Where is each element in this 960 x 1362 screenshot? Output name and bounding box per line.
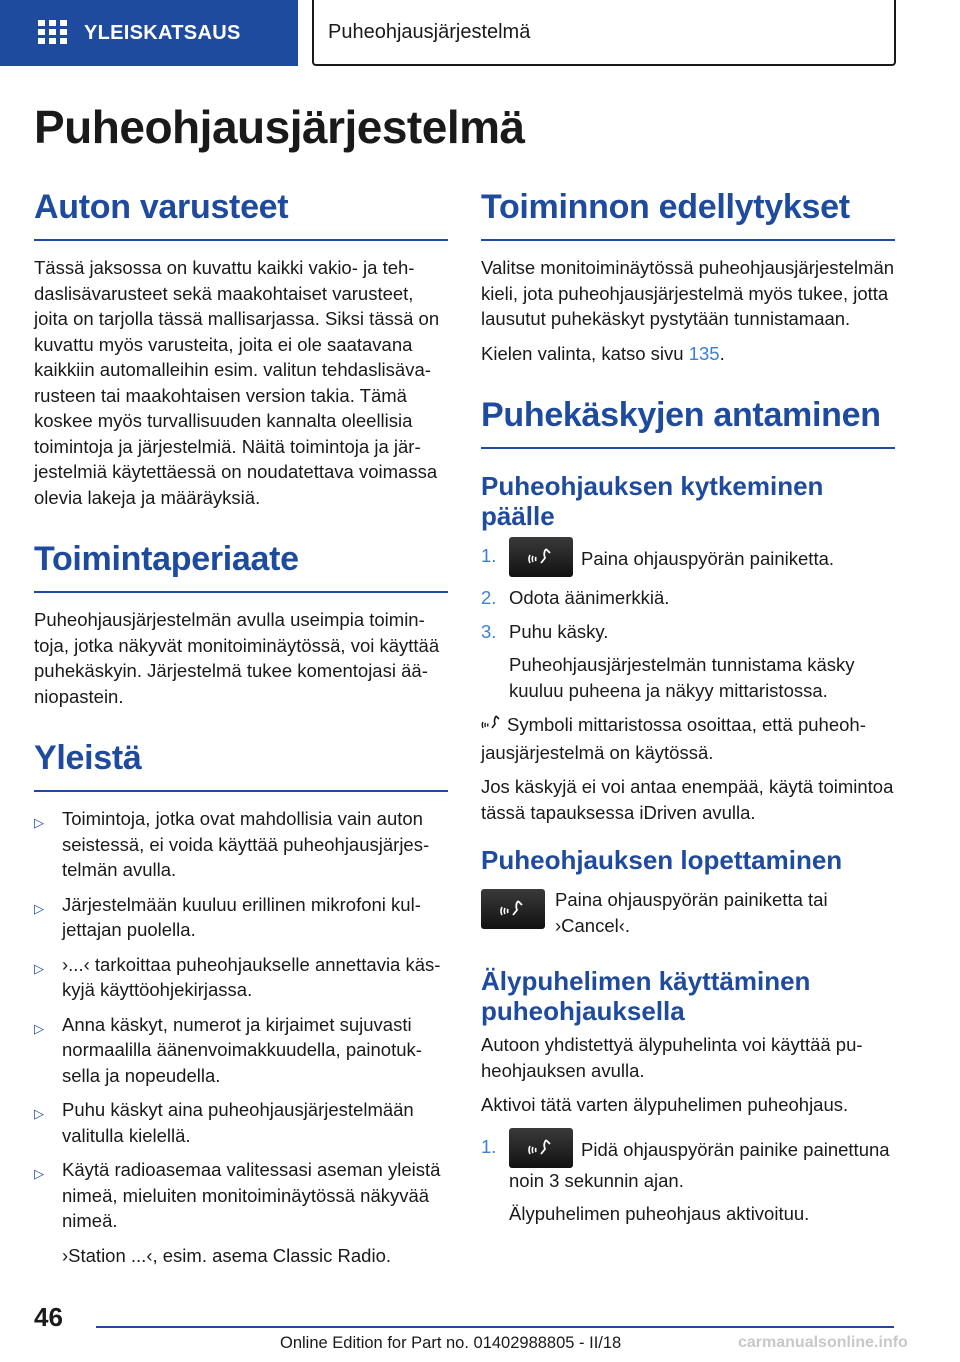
list-item: 2. Odota äänimerkkiä. (481, 587, 670, 608)
step3-detail: Puheohjausjärjestelmän tunnistama käsky kuuluu puheena ja näkyy mittaristossa. (509, 654, 855, 701)
language-reference: Kielen valinta, katso sivu 135. (481, 342, 725, 364)
page-link[interactable]: 135 (688, 342, 720, 364)
triangle-bullet-icon: ▷ (34, 1106, 44, 1121)
voice-button-icon (509, 1128, 573, 1168)
requirements-heading: Toiminnon edellytykset (481, 188, 895, 241)
deactivate-row (481, 887, 895, 938)
principle-heading: Toimintaperiaate (34, 540, 448, 593)
list-item: 3. Puhu käsky. (481, 620, 609, 642)
list-item: ▷ Käytä radioasemaa valitessasi aseman yleistä nimeä, mieluiten monitoiminäytössä näkyvää nimeä. (34, 1159, 441, 1231)
page-title: Puheohjausjärjestelmä (34, 101, 525, 153)
smartphone-body2: Aktivoi tätä varten älypuhelimen puheohjaus. (481, 1094, 849, 1115)
general-heading: Yleistä (34, 739, 448, 792)
station-example: ›Station ...‹, esim. asema Classic Radio. (62, 1244, 391, 1266)
equipment-heading: Auton varusteet (34, 188, 448, 241)
voice-button-icon (481, 889, 545, 929)
deactivate-heading: Puheohjauksen lopettaminen (481, 845, 843, 875)
list-item: ▷ Toimintoja, jotka ovat mahdollisia vain auton seistessä, ei voida käyttää puheohjausjärjestelmän avulla. (34, 808, 430, 880)
list-item: ▷ ›...‹ tarkoittaa puheohjaukselle annettavia käskyjä käyttöohjekirjassa. (34, 953, 441, 1000)
list-item: ▷ Puhu käskyt aina puheohjausjärjestelmään valitulla kielellä. (34, 1099, 414, 1146)
giving-heading: Puhekäskyjen antaminen (481, 396, 895, 449)
principle-body: Puheohjausjärjestelmän avulla useimpia toimintoja, jotka näkyvät monitoiminäytössä, voi käyttää puhekäskyin. Järjestelmä tukee komentojasi ääniopastein. (34, 609, 440, 707)
voice-symbol-icon (481, 713, 503, 740)
triangle-bullet-icon: ▷ (34, 815, 44, 830)
general-section (34, 739, 448, 1268)
giving-section (481, 396, 895, 1227)
triangle-bullet-icon: ▷ (34, 1020, 44, 1036)
equipment-body: Tässä jaksossa on kuvattu kaikki vakio- ja tehdaslisävarusteet sekä maakohtaiset varusteet, joita on tarjolla tässä mallisarjassa. Siksi tässä on kuvattu myös varusteita, joita ei ole saatavana kaikkiin automalleihin esim. valitun tehdaslisävarusteen tai maakohtaisen version takia. Tämä koskee myös turvallisuuden kannalta oleellisia toimintoja ja järjestelmiä. Näitä toimintoja ja järjestelmiä käytettäessä on noudatettava voimassa olevia lakeja ja määräyksiä. (34, 257, 440, 508)
triangle-bullet-icon: ▷ (34, 900, 44, 916)
right-column (481, 188, 895, 1236)
smartphone-body1: Autoon yhdistettyä älypuhelinta voi käyttää puheohjauksen avulla. (481, 1034, 863, 1081)
left-column (34, 188, 448, 1277)
footer-edition: Online Edition for Part no. 01402988805 - II/18 (280, 1334, 622, 1352)
list-item: 1. Pidä ohjauspyörän painike painettuna noin 3 sekunnin ajan. (481, 1134, 895, 1194)
tab-chapter[interactable] (312, 0, 896, 66)
tab-overview[interactable] (0, 0, 298, 66)
triangle-bullet-icon: ▷ (34, 1166, 44, 1181)
smartphone-steps (481, 1134, 895, 1194)
triangle-bullet-icon: ▷ (34, 960, 44, 976)
activate-heading: Puheohjauksen kytkeminen päälle (481, 471, 824, 531)
general-list (34, 806, 448, 1234)
header (0, 0, 960, 66)
equipment-section (34, 188, 448, 510)
smartphone-heading: Älypuhelimen käyttäminen puheohjauksella (481, 966, 811, 1026)
grid-icon (38, 20, 68, 46)
voice-button-icon (509, 537, 573, 577)
idrive-note: Jos käskyjä ei voi antaa enempää, käytä toimintoa tässä tapauksessa iDriven avulla. (481, 776, 894, 823)
principle-section (34, 540, 448, 709)
list-item: ▷ Järjestelmään kuuluu erillinen mikrofoni kuljettajan puolella. (34, 893, 421, 940)
watermark: carmanualsonline.info (738, 1334, 908, 1351)
activate-steps (481, 543, 895, 644)
deactivate-text: Paina ohjauspyörän painiketta tai ›Cancel‹. (555, 889, 828, 936)
list-item: 1. Paina ohjauspyörän painiketta. (481, 543, 895, 577)
requirements-body: Valitse monitoiminäytössä puheohjausjärjestelmän kieli, jota puheohjausjärjestelmä myös tukee, jotta lausutut puhekäskyt pystytään tunnistamaan. (481, 257, 895, 329)
page-number: 46 (34, 1302, 63, 1332)
smartphone-step-detail: Älypuhelimen puheohjaus aktivoituu. (509, 1203, 810, 1224)
list-item: ▷ Anna käskyt, numerot ja kirjaimet sujuvasti normaalilla äänenvoimakkuudella, painotuksella ja nopeudella. (34, 1013, 422, 1086)
footer-divider (96, 1326, 894, 1328)
tab-chapter-label: Puheohjausjärjestelmä (328, 20, 531, 43)
requirements-section (481, 188, 895, 366)
tab-overview-label: YLEISKATSAUS (84, 21, 241, 44)
symbol-note: Symboli mittaristossa osoittaa, että puheohjausjärjestelmä on käytössä. (481, 714, 866, 763)
